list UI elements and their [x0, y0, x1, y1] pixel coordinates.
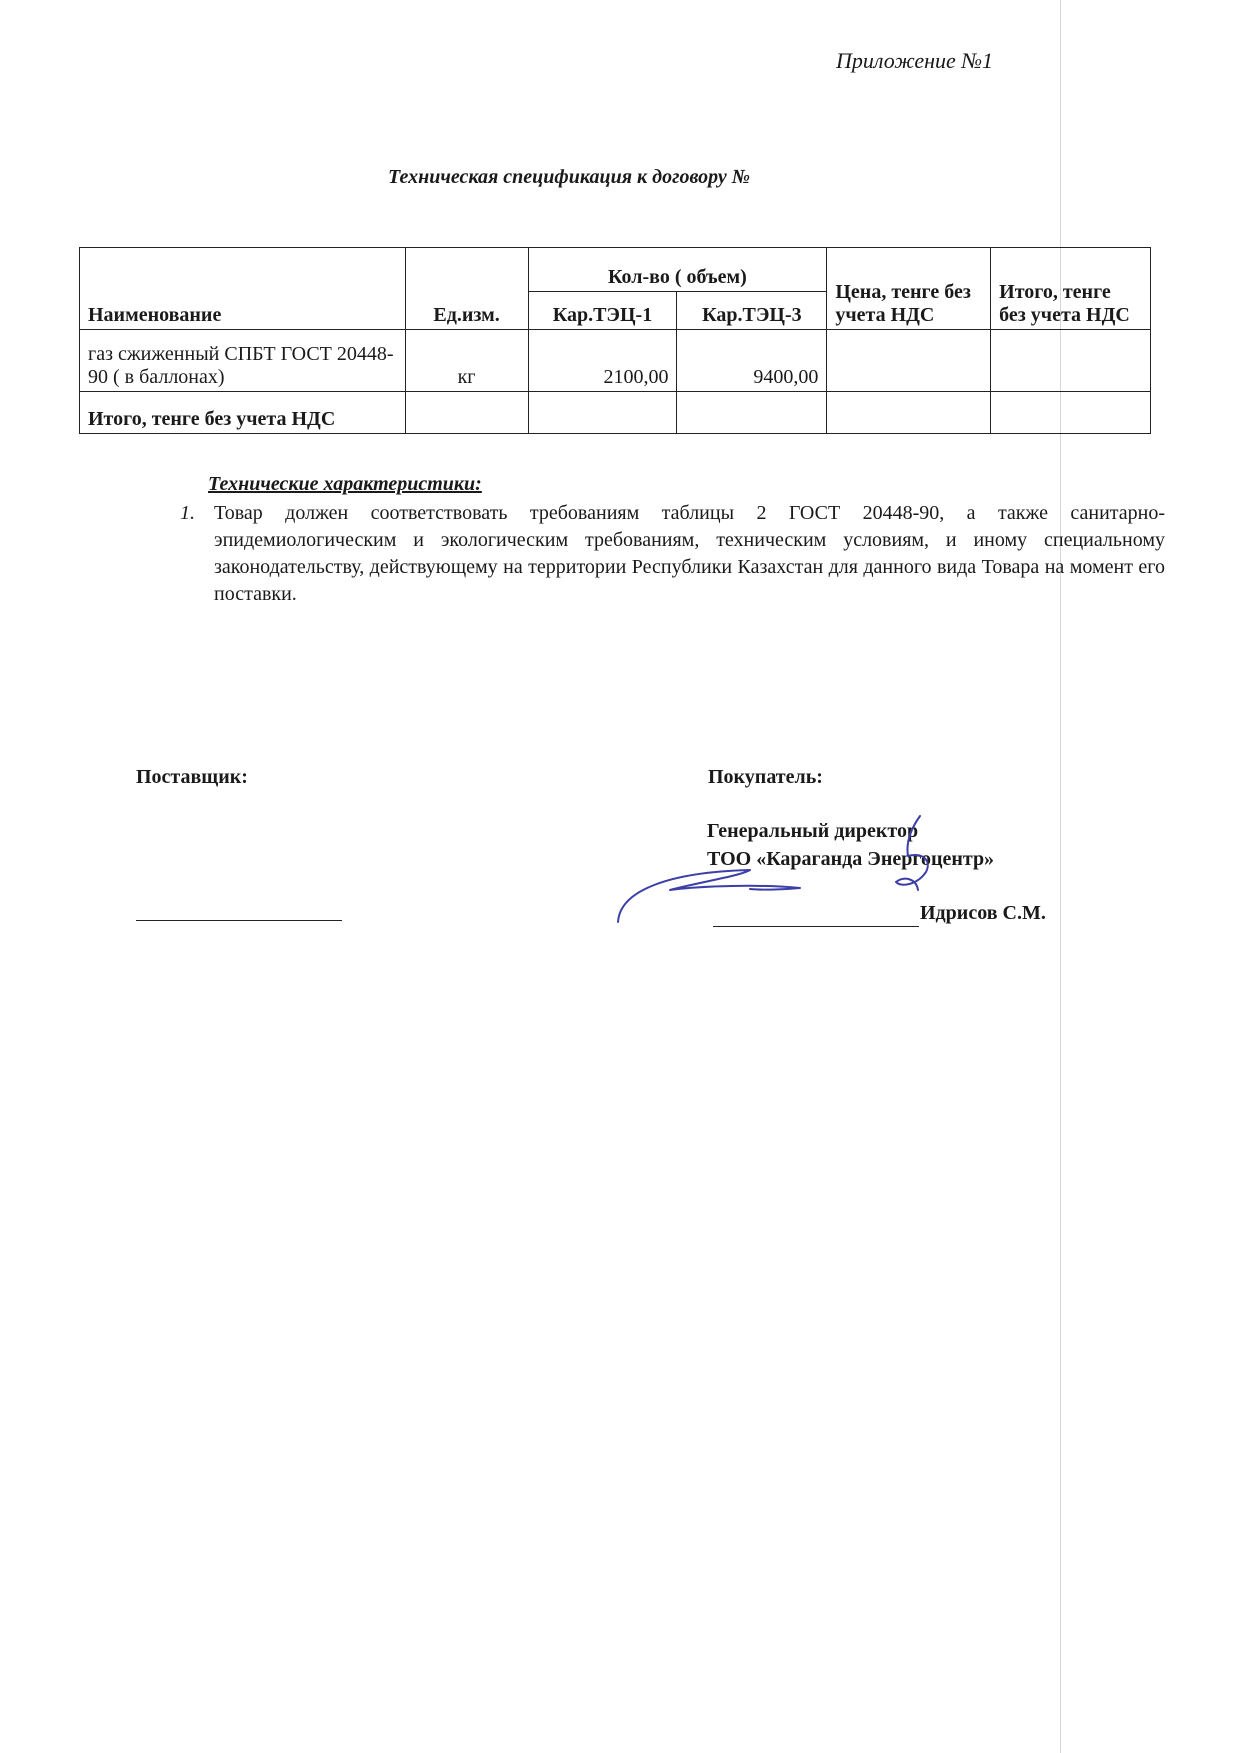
cell-qty-tec3: 9400,00 — [677, 330, 827, 392]
header-total: Итого, тенге без учета НДС — [991, 248, 1151, 330]
buyer-label: Покупатель: — [708, 766, 823, 788]
document-title: Техническая спецификация к договору № — [388, 166, 751, 188]
total-cell-total — [991, 392, 1151, 434]
total-cell-price — [827, 392, 991, 434]
total-cell-qty2 — [677, 392, 827, 434]
cell-qty-tec1: 2100,00 — [528, 330, 677, 392]
specs-item-number: 1. — [180, 502, 195, 524]
specs-item-text: Товар должен соответствовать требованиям таблицы 2 ГОСТ 20448-90, а также санитарно-эпидемиологическим и экологическим требованиям, техническим условиям, и иному специальному законодательству, действующему на территории Республики Казахстан для данного вида Товара на момент его поставки. — [214, 502, 1165, 605]
total-cell-qty1 — [528, 392, 677, 434]
table-header-row — [80, 248, 1151, 292]
buyer-organization: ТОО «Караганда Энергоцентр» — [707, 848, 995, 870]
total-label: Итого, тенге без учета НДС — [80, 392, 406, 434]
header-quantity: Кол-во ( объем) — [528, 248, 827, 292]
header-name: Наименование — [80, 248, 406, 330]
appendix-label: Приложение №1 — [836, 48, 994, 73]
buyer-signatory-name: Идрисов С.М. — [920, 902, 1046, 924]
specs-heading: Технические характеристики: — [208, 473, 482, 495]
cell-item-name: газ сжиженный СПБТ ГОСТ 20448-90 ( в баллонах) — [80, 330, 406, 392]
cell-price — [827, 330, 991, 392]
supplier-signature-line — [136, 920, 342, 921]
table-total-row — [80, 392, 1151, 434]
handwritten-signature — [610, 810, 950, 930]
specs-list-item — [180, 500, 1165, 608]
header-price: Цена, тенге без учета НДС — [827, 248, 991, 330]
cell-unit: кг — [405, 330, 528, 392]
header-unit: Ед.изм. — [405, 248, 528, 330]
supplier-label: Поставщик: — [136, 766, 248, 788]
header-qty-tec3: Кар.ТЭЦ-3 — [677, 292, 827, 330]
buyer-position: Генеральный директор — [707, 820, 919, 842]
cell-total — [991, 330, 1151, 392]
specification-table — [79, 247, 1151, 434]
table-row — [80, 330, 1151, 392]
total-cell-unit — [405, 392, 528, 434]
header-qty-tec1: Кар.ТЭЦ-1 — [528, 292, 677, 330]
